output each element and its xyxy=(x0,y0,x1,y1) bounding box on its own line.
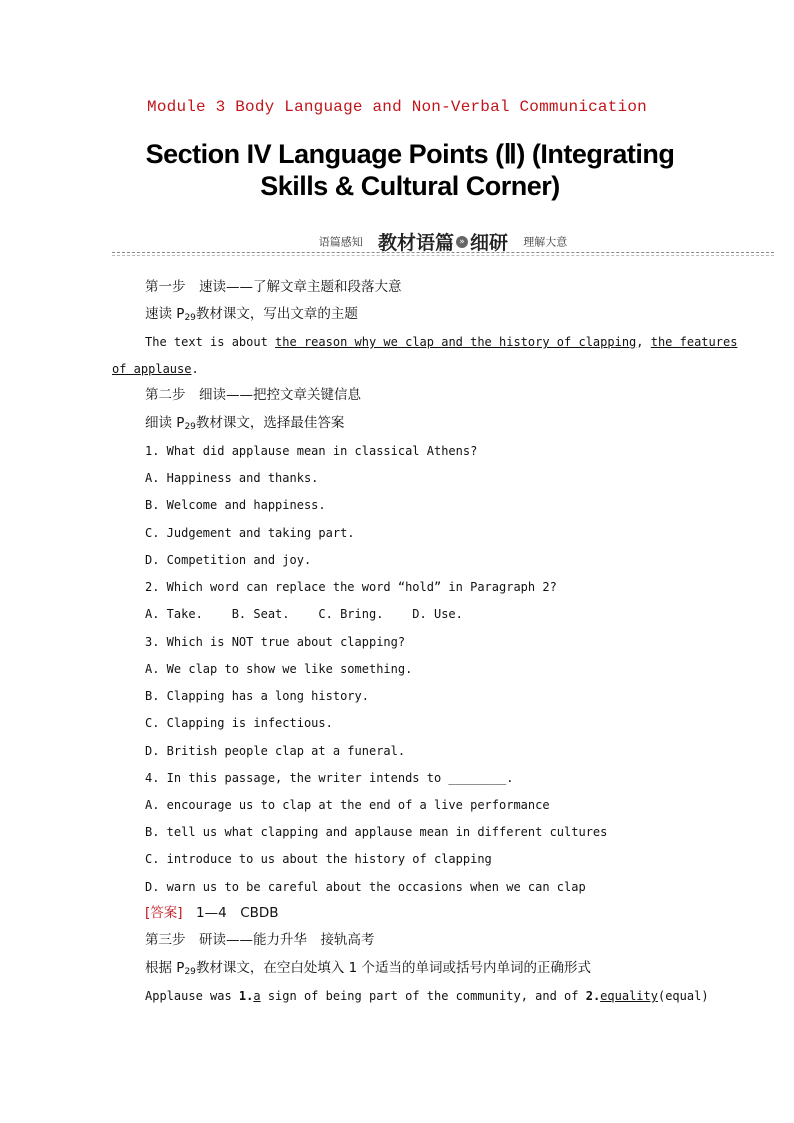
section-title-line2: Skills & Cultural Corner) xyxy=(260,171,560,201)
q1-option-c: C. Judgement and taking part. xyxy=(145,526,355,540)
step3-fill-line: Applause was 1.a sign of being part of the community, and of 2.equality(equal) xyxy=(145,989,709,1003)
section-title-line1: Section IV Language Points (Ⅱ) (Integrating xyxy=(145,139,675,169)
q1-option-b: B. Welcome and happiness. xyxy=(145,498,326,512)
double-arrow-icon: » xyxy=(456,236,468,248)
banner-title-a: 教材语篇 xyxy=(377,232,454,254)
q1-option-d: D. Competition and joy. xyxy=(145,553,312,567)
answer-line xyxy=(145,905,279,921)
step1-theme-line1: The text is about the reason why we clap and the history of clapping, the features xyxy=(145,335,738,349)
q3-option-c: C. Clapping is infectious. xyxy=(145,716,333,730)
step2-instruction: 细读 $P_{29}$教材课文，选择最佳答案 xyxy=(145,415,345,432)
banner-title-b: 细研 xyxy=(470,232,509,254)
q1-option-a: A. Happiness and thanks. xyxy=(145,471,319,485)
q4-option-c: C. introduce to us about the history of clapping xyxy=(145,852,492,866)
q4-option-b: B. tell us what clapping and applause mean in different cultures xyxy=(145,825,608,839)
step1-title: 第一步 速读——了解文章主题和段落大意 xyxy=(145,279,402,295)
q3-option-d: D. British people clap at a funeral. xyxy=(145,744,406,758)
question-2: 2. Which word can replace the word “hold” in Paragraph 2? xyxy=(145,580,557,594)
question-3: 3. Which is NOT true about clapping? xyxy=(145,635,406,649)
step3-title: 第三步 研读——能力升华 接轨高考 xyxy=(145,932,375,948)
q3-option-b: B. Clapping has a long history. xyxy=(145,689,369,703)
module-title: Module 3 Body Language and Non-Verbal Communication xyxy=(147,98,647,116)
q3-option-a: A. We clap to show we like something. xyxy=(145,662,413,676)
section-banner xyxy=(112,226,774,256)
answer-tag: [答案] xyxy=(145,905,183,921)
step2-title: 第二步 细读——把控文章关键信息 xyxy=(145,387,361,403)
theme-answer-2: the features xyxy=(650,335,738,349)
q4-option-a: A. encourage us to clap at the end of a live performance xyxy=(145,798,550,812)
fill-answer-2: equality xyxy=(600,989,658,1003)
answer-text: 1—4 CBDB xyxy=(182,905,279,921)
banner-divider-2 xyxy=(112,255,774,256)
theme-answer-1: the reason why we clap and the history of clapping xyxy=(275,335,637,349)
question-4: 4. In this passage, the writer intends to ________. xyxy=(145,771,514,785)
banner-left-label: 语篇感知 xyxy=(318,235,363,249)
step1-theme-line2: of applause. xyxy=(112,362,199,376)
step1-instruction: 速读 $P_{29}$教材课文，写出文章的主题 xyxy=(145,306,358,323)
q4-option-d: D. warn us to be careful about the occasions when we can clap xyxy=(145,880,586,894)
question-1: 1. What did applause mean in classical Athens? xyxy=(145,444,478,458)
section-title xyxy=(140,138,680,202)
banner-right-label: 理解大意 xyxy=(523,235,568,249)
q2-options: A. Take. B. Seat. C. Bring. D. Use. xyxy=(145,607,463,621)
step3-instruction: 根据 $P_{29}$教材课文，在空白处填入 1 个适当的单词或括号内单词的正确形式 xyxy=(145,960,592,977)
fill-answer-1: a xyxy=(253,989,261,1003)
theme-answer-3: of applause xyxy=(112,362,192,376)
